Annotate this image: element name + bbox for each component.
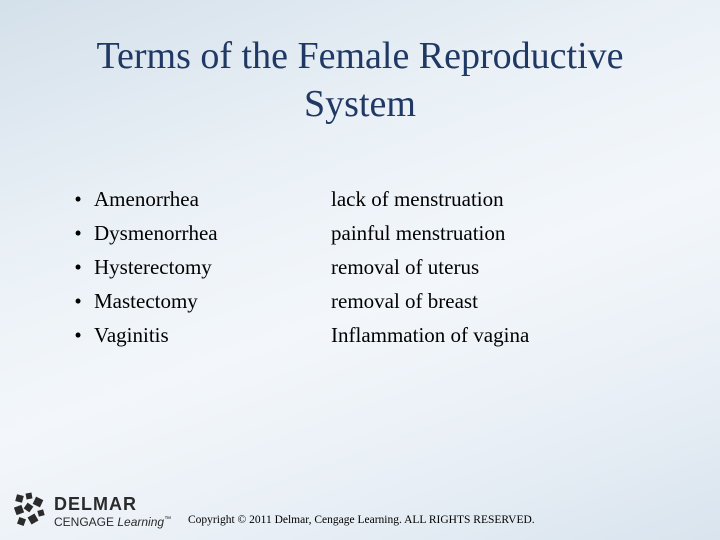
term-row [0, 284, 720, 318]
term-row [0, 182, 720, 216]
logo-subtitle [54, 515, 171, 529]
logo-name: DELMAR [54, 494, 137, 514]
logo-sub-cengage: CENGAGE [54, 515, 115, 529]
definition: removal of breast [331, 289, 478, 313]
term: Mastectomy [94, 289, 198, 313]
term: Vaginitis [94, 323, 169, 347]
logo-sub-learning: Learning [117, 515, 165, 529]
logo-trademark: ™ [164, 516, 172, 523]
term-row [0, 250, 720, 284]
definition: Inflammation of vagina [331, 323, 530, 347]
definition: lack of menstruation [331, 187, 504, 211]
term: Amenorrhea [94, 187, 199, 211]
term: Hysterectomy [94, 255, 212, 279]
footer [0, 490, 720, 540]
delmar-cengage-logo-icon [14, 492, 50, 528]
bullet: • [74, 187, 82, 211]
copyright-notice: Copyright © 2011 Delmar, Cengage Learning. ALL RIGHTS RESERVED. [188, 514, 535, 526]
term-row [0, 318, 720, 352]
bullet: • [74, 289, 82, 313]
term-row [0, 216, 720, 250]
term: Dysmenorrhea [94, 221, 218, 245]
bullet: • [74, 255, 82, 279]
definition: painful menstruation [331, 221, 506, 245]
slide-title: Terms of the Female Reproductive System [96, 35, 624, 125]
publisher-logo [14, 492, 214, 532]
definition: removal of uterus [331, 255, 480, 279]
bullet: • [74, 323, 82, 347]
bullet: • [74, 221, 82, 245]
